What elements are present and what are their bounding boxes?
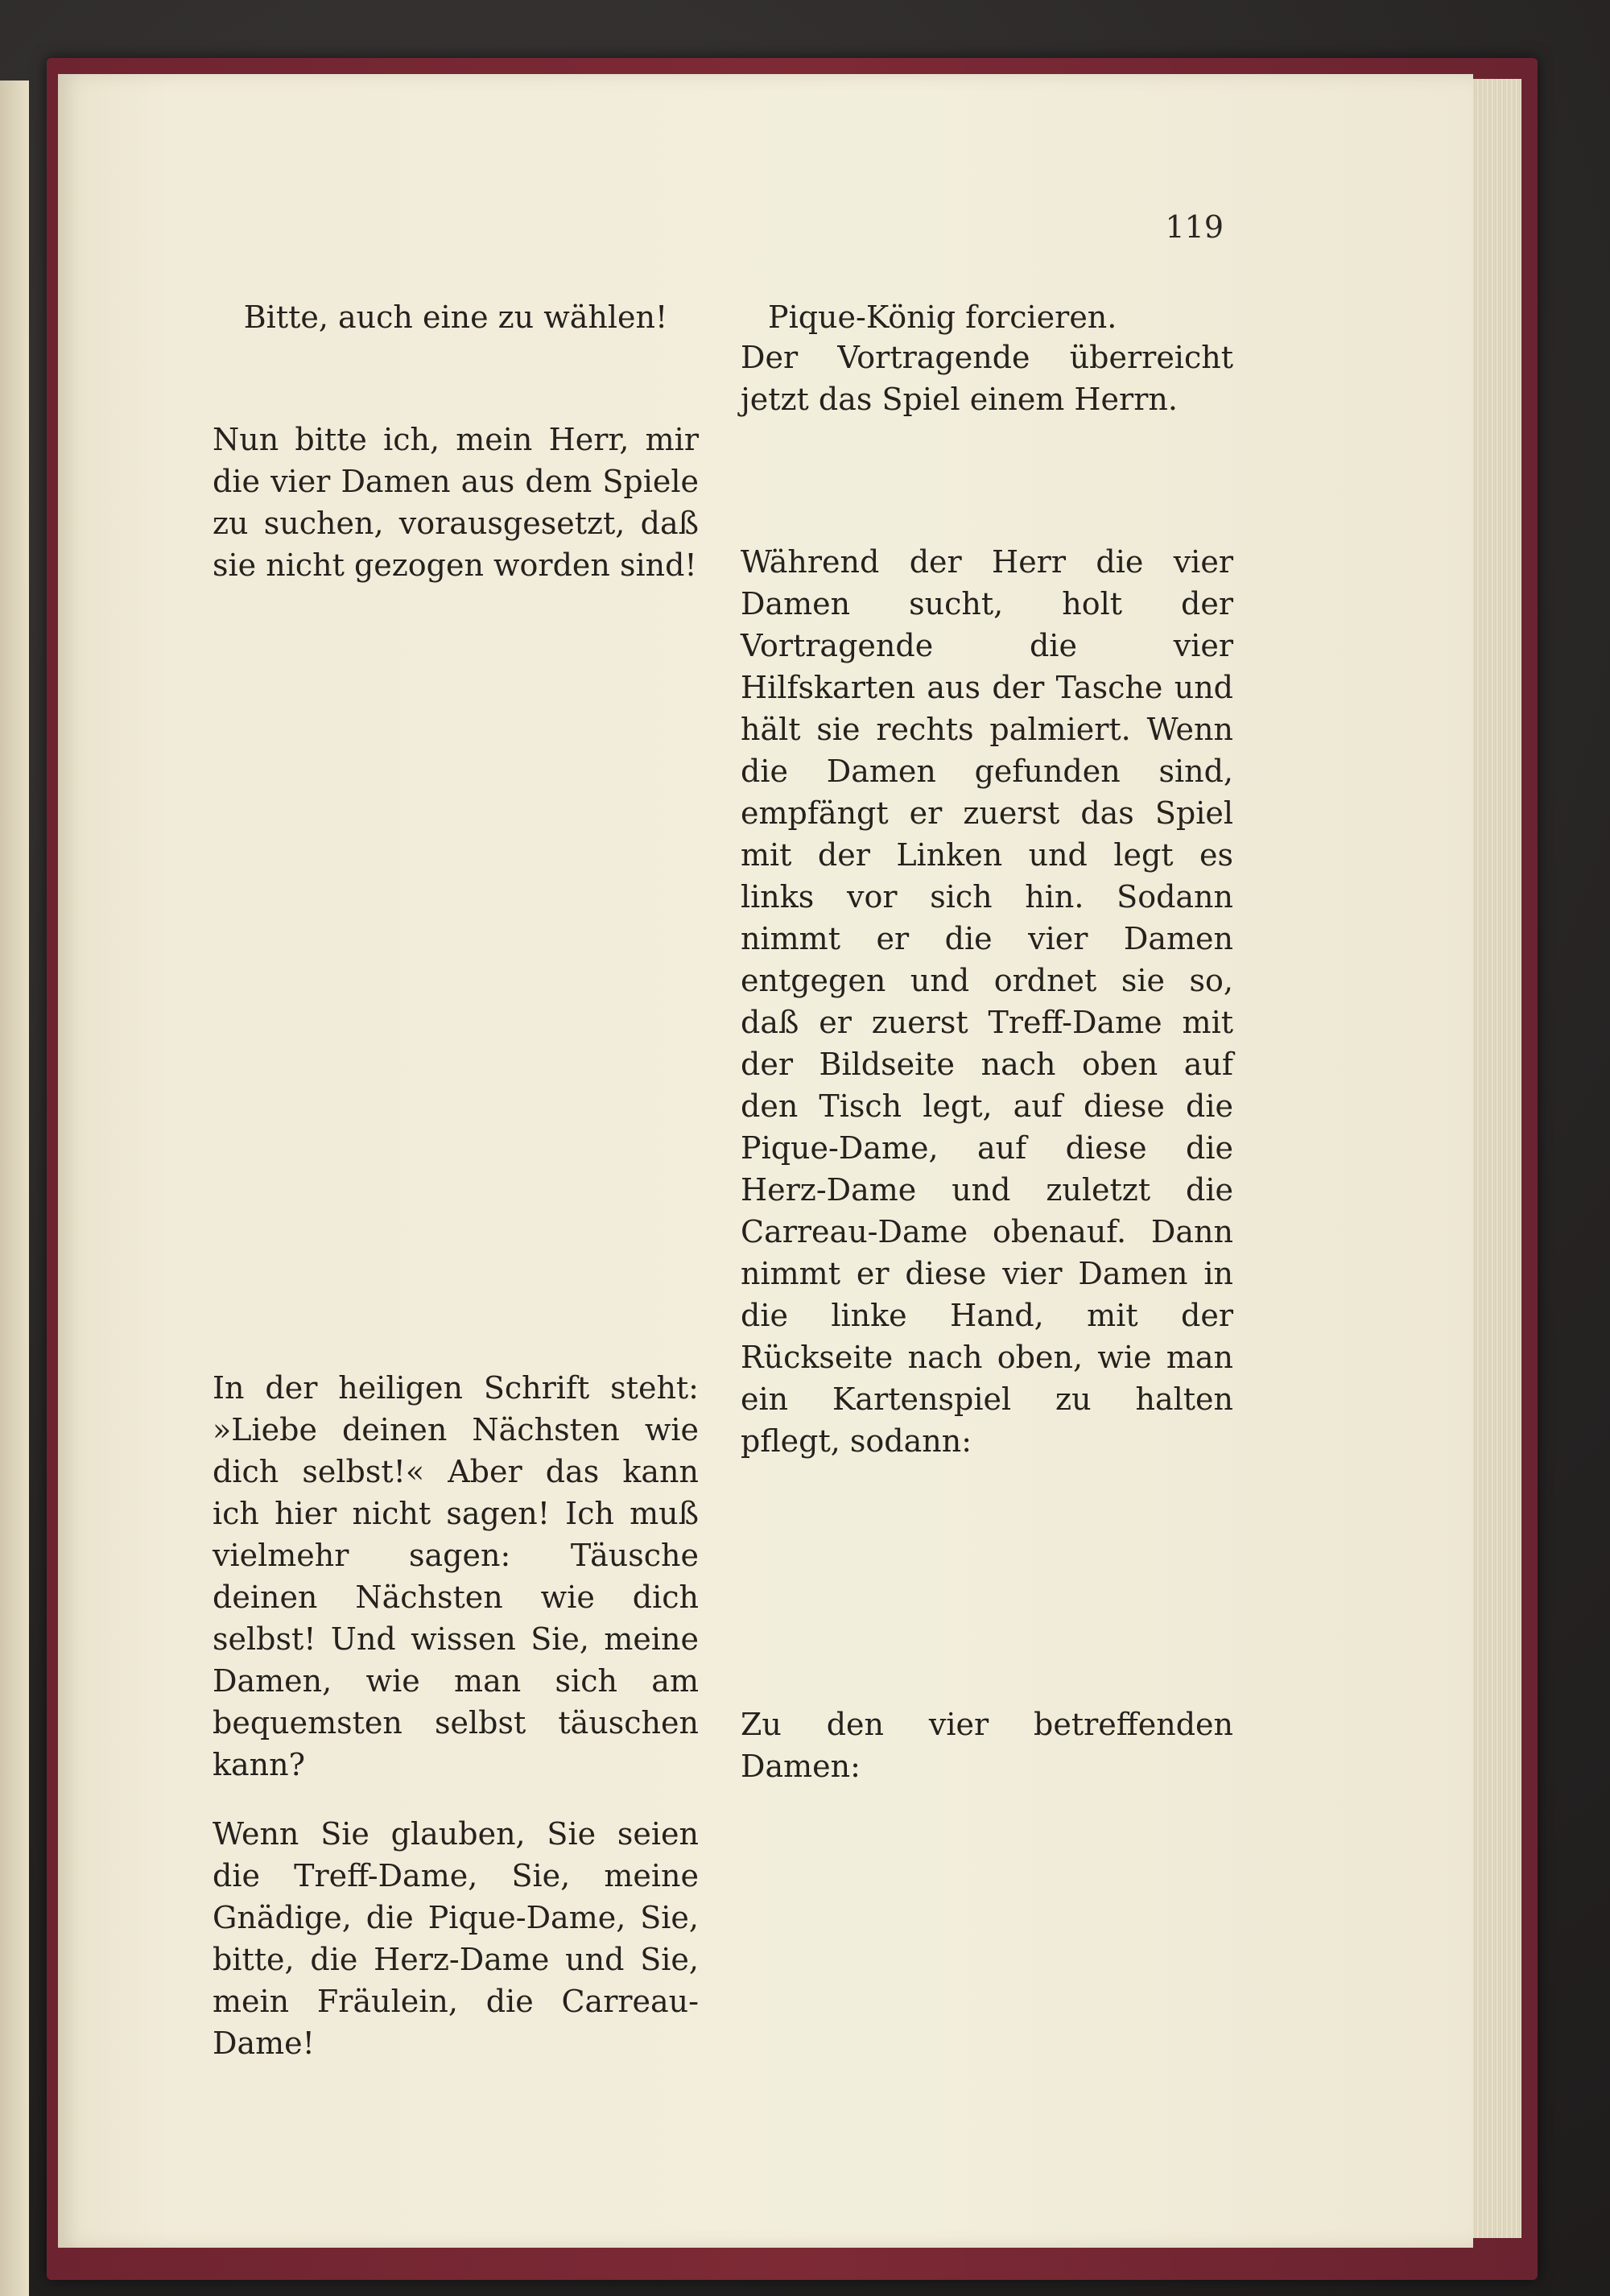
left-paragraph-2: Nun bitte ich, mein Herr, mir die vier Damen aus dem Spiele zu suchen, vorausgesetzt, daß sie nicht gezogen worden sind! xyxy=(213,422,699,583)
right-paragraph-4: Zu den vier betreffenden Damen: xyxy=(741,1707,1233,1784)
right-paragraph-2: Der Vortragende überreicht jetzt das Spiel einem Herrn. xyxy=(741,340,1233,417)
facing-page-edge xyxy=(0,81,29,2296)
right-paragraph-1: Pique-König forcieren. xyxy=(768,299,1117,335)
page-block-edges xyxy=(1465,79,1521,2238)
left-paragraph-4: Wenn Sie glauben, Sie seien die Treff-Dame, Sie, meine Gnädige, die Pique-Dame, Sie, bitte, die Herz-Dame und Sie, mein Fräulein, die Carreau-Dame! xyxy=(213,1816,699,2061)
page-number: 119 xyxy=(1165,209,1224,245)
right-paragraph-3: Während der Herr die vier Damen sucht, holt der Vortragende die vier Hilfskarten aus der Tasche und hält sie rechts palmiert. Wenn die Damen gefunden sind, empfängt er zuerst das Spiel mit der Linken und legt es links vor sich hin. Sodann nimmt er die vier Damen entgegen und ordnet sie so, daß er zuerst Treff-Dame mit der Bildseite nach oben auf den Tisch legt, auf diese die Pique-Dame, auf diese die Herz-Dame und zuletzt die Carreau-Dame obenauf. Dann nimmt er diese vier Damen in die linke Hand, mit der Rückseite nach oben, wie man ein Kartenspiel zu halten pflegt, sodann: xyxy=(741,544,1233,1459)
left-paragraph-1: Bitte, auch eine zu wählen! xyxy=(243,299,668,335)
left-paragraph-3: In der heiligen Schrift steht: »Liebe deinen Nächsten wie dich selbst!« Aber das kann ich hier nicht sagen! Ich muß vielmehr sagen: Täusche deinen Nächsten wie dich selbst! Und wissen Sie, meine Damen, wie man sich am bequemsten selbst täuschen kann? xyxy=(213,1370,699,1782)
